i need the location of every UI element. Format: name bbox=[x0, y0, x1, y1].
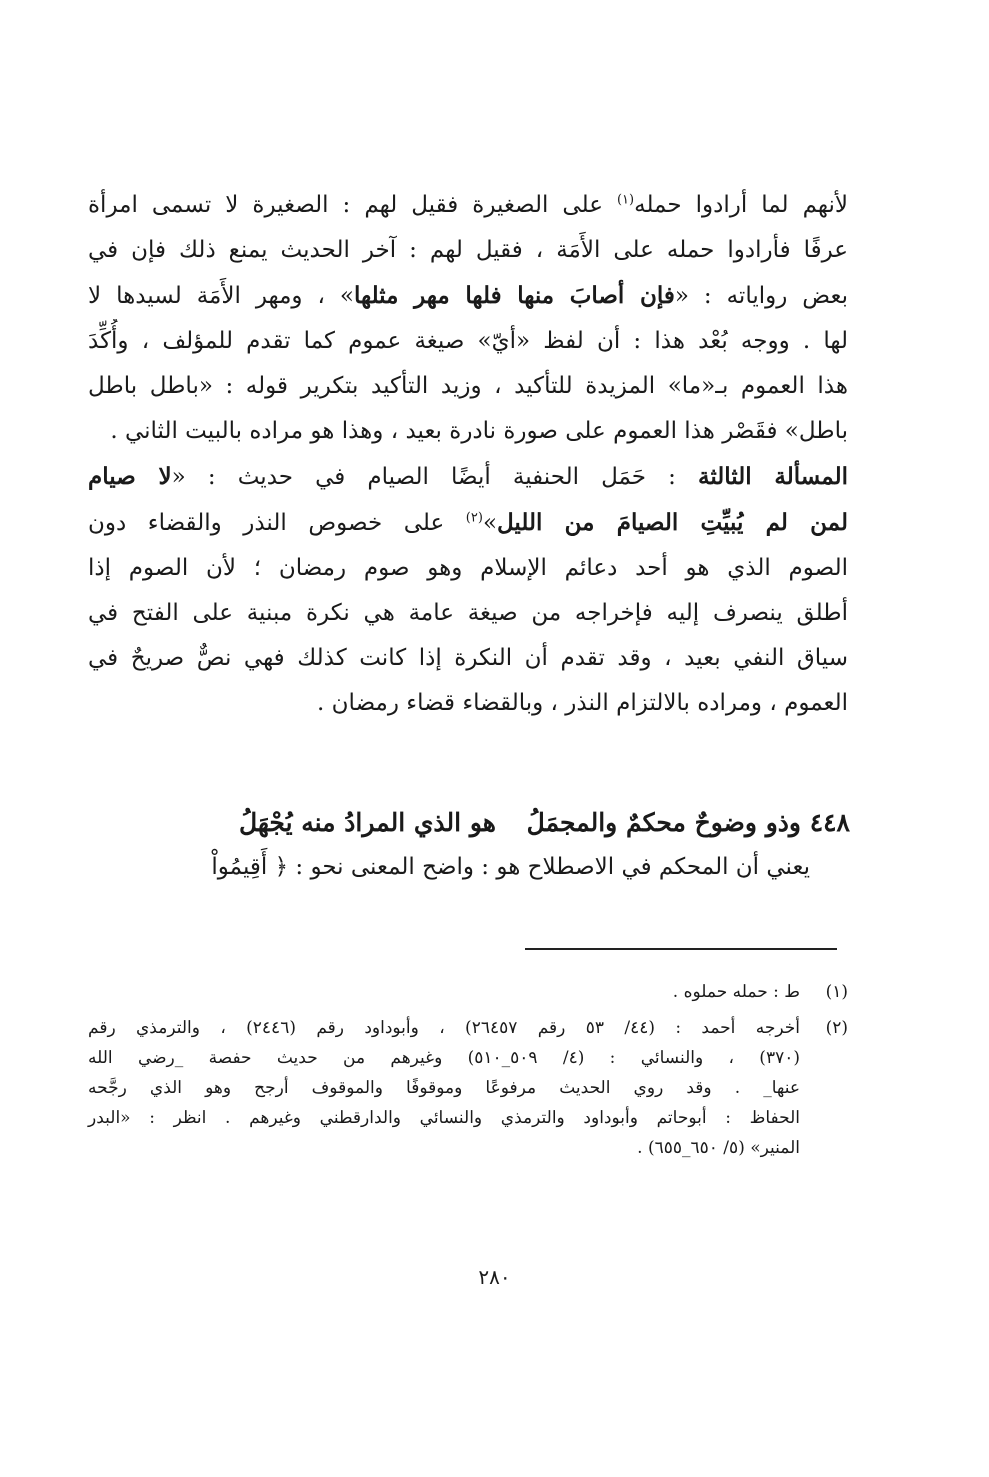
text-line: أطلق ينصرف إليه فإخراجه من صيغة عامة هي نكرة مبنية على الفتح في bbox=[88, 600, 848, 626]
text-segment: بعض رواياته : « bbox=[674, 283, 848, 309]
hadith-quote: لمن لم يُبيِّتِ الصيامَ من الليل bbox=[497, 509, 848, 536]
main-text bbox=[88, 183, 848, 726]
page-number: ٢٨٠ bbox=[478, 1265, 511, 1289]
text-segment: على الصغيرة فقيل لهم : الصغيرة لا تسمى امرأة bbox=[88, 192, 603, 218]
text-line bbox=[88, 273, 848, 319]
section-heading: المسألة الثالثة bbox=[698, 463, 848, 490]
text-line: هذا العموم بـ«ما» المزيدة للتأكيد ، وزيد التأكيد بتكرير قوله : «باطل باطل bbox=[88, 373, 848, 399]
text-line: باطل» فقَصْر هذا العموم على صورة نادرة بعيد ، وهذا هو مراده بالبيت الثاني . bbox=[110, 418, 848, 444]
verse-second-hemistich: هو الذي المرادُ منه يُجْهَلُ bbox=[238, 808, 496, 837]
footnote-number: (١) bbox=[825, 982, 848, 1002]
text-segment: : حَمَل الحنفية أيضًا الصيام في حديث : « bbox=[171, 464, 698, 490]
footnote-line: الحفاظ : أبوحاتم وأبوداود والترمذي والنسائي والدارقطني وغيرهم . انظر : «البدر bbox=[88, 1108, 800, 1128]
hadith-quote: لا صيام bbox=[88, 463, 172, 490]
text-line: العموم ، ومراده بالالتزام النذر ، وبالقضاء قضاء رمضان . bbox=[317, 690, 848, 716]
text-line: لمن لم يُبيِّتِ الصيامَ من الليل»$^{(٢)}$ على خصوص النذر والقضاء دون bbox=[88, 509, 848, 536]
commentary-start: يعني أن المحكم في الاصطلاح هو : واضح المعنى نحو : ﴿ أَقِيمُواْ bbox=[211, 854, 810, 880]
footnote-line: عنها_ . وقد روي الحديث مرفوعًا وموقوفًا والموقوف أرجح وهو الذي رجَّحه bbox=[88, 1078, 800, 1098]
footnote-line: المنير» (٥/ ٦٥٠_٦٥٥) . bbox=[637, 1138, 800, 1158]
text-line: سياق النفي بعيد ، وقد تقدم أن النكرة إذا كانت كذلك فهي نصٌّ صريحٌ في bbox=[88, 645, 848, 671]
text-segment: لأنهم لما أرادوا حمله bbox=[634, 192, 848, 218]
text-segment: » ، ومهر الأَمَة لسيدها لا bbox=[88, 283, 354, 309]
footnote-divider bbox=[525, 948, 837, 950]
footnote bbox=[88, 977, 848, 1007]
footnote bbox=[88, 1013, 848, 1163]
verse-first-hemistich: وذو وضوحٌ محكمٌ والمجمَلُ bbox=[526, 808, 801, 837]
text-line bbox=[88, 183, 848, 228]
verse-number: ٤٤٨ bbox=[809, 808, 850, 837]
footnotes bbox=[88, 977, 848, 1163]
footnote-line: (٣٧٠) ، والنسائي : (٤/ ٥٠٩_٥١٠) وغيرهم من حديث حفصة _رضي الله bbox=[88, 1048, 800, 1068]
footnote-ref: (١) bbox=[616, 192, 635, 208]
footnote-ref: (٢) bbox=[465, 510, 483, 526]
text-line bbox=[88, 454, 848, 500]
footnote-number: (٢) bbox=[825, 1018, 848, 1038]
hadith-quote: فإن أصابَ منها فلها مهر مثلها bbox=[353, 282, 675, 309]
footnote-line: أخرجه أحمد : (٤٤/ ٥٣ رقم ٢٦٤٥٧) ، وأبوداود رقم (٢٤٤٦) ، والترمذي رقم bbox=[88, 1018, 800, 1038]
text-segment: على خصوص النذر والقضاء دون bbox=[88, 510, 466, 536]
footnote-line: ط : حمله حملوه . bbox=[672, 982, 800, 1002]
text-line: الصوم الذي هو أحد دعائم الإسلام وهو صوم رمضان ؛ لأن الصوم إذا bbox=[88, 555, 848, 581]
text-line: عرفًا فأرادوا حمله على الأَمَة ، فقيل لهم : آخر الحديث يمنع ذلك فإن في bbox=[88, 237, 848, 263]
text-line: لها . ووجه بُعْد هذا : أن لفظ «أيّ» صيغة عموم كما تقدم للمؤلف ، وأُكِّدَ bbox=[88, 328, 848, 354]
verse-line bbox=[80, 800, 850, 845]
